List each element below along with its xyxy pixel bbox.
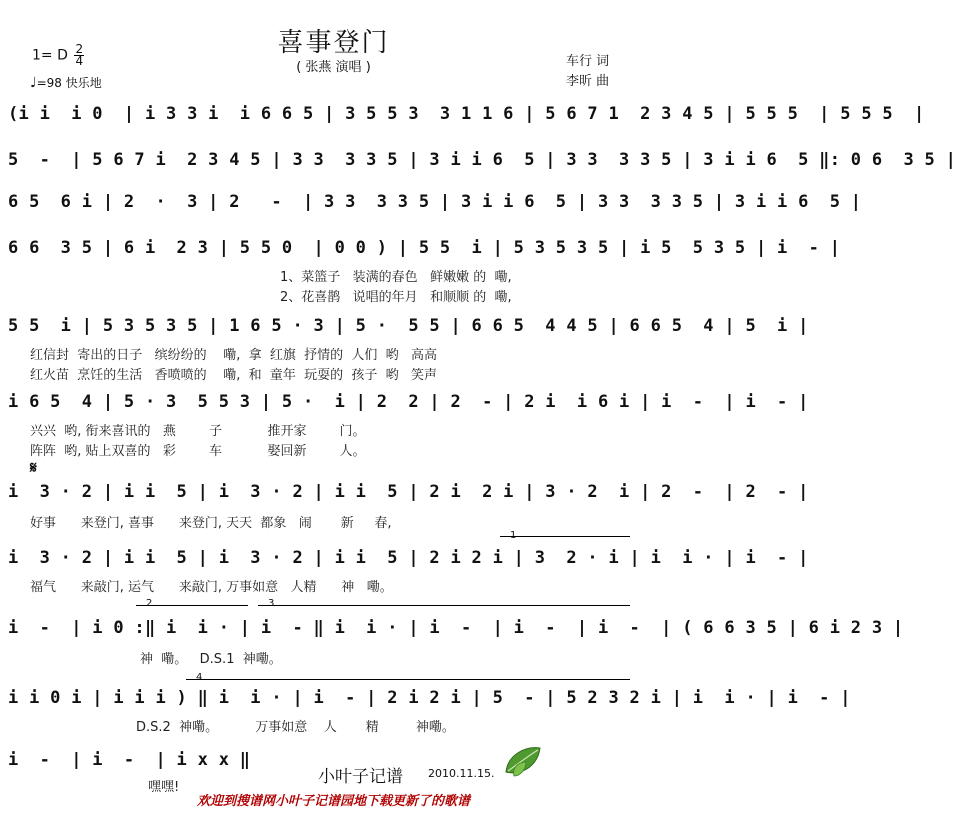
notation-line-7: i 3 · 2 | i i 5 | i 3 · 2 | i i 5 | 2 i 2 i | 3 · 2 i | 2 - | 2 - |	[8, 482, 809, 502]
lyric-ending-1: 神 嘞。 D.S.1 神嘞。	[140, 652, 282, 667]
notation-line-5: 5 5 i | 5 3 5 3 5 | 1 6 5 · 3 | 5 · 5 5 | 6 6 5 4 4 5 | 6 6 5 4 | 5 i |	[8, 316, 809, 336]
volta-4-label: 4	[196, 672, 203, 683]
key-signature	[32, 44, 84, 67]
footer-notice: 欢迎到搜谱网小叶子记谱园地下载更新了的歌谱	[196, 794, 470, 809]
segno-sign: 𝄋	[30, 458, 37, 477]
lyric-verse1-a: 1、菜篮子 装满的春色 鲜嫩嫩 的 嘞,	[280, 270, 512, 285]
volta-1-label: 1	[510, 530, 517, 541]
lyric-verse1-b: 红信封 寄出的日子 缤纷纷的 嘞, 拿 红旗 抒情的 人们 哟 高高	[30, 348, 438, 363]
volta-2-label: 2	[146, 598, 153, 609]
composer: 李昕 曲	[566, 74, 610, 89]
leaf-logo-icon	[500, 742, 544, 782]
notation-line-9: i - | i 0 :‖ i i · | i - ‖ i i · | i - | i - | i - | ( 6 6 3 5 | 6 i 2 3 |	[8, 618, 904, 638]
lyric-verse2-c: 阵阵 哟, 贴上双喜的 彩 车 娶回新 人。	[30, 444, 366, 459]
time-top: 2	[75, 42, 84, 56]
notation-line-6: i 6 5 4 | 5 · 3 5 5 3 | 5 · i | 2 2 | 2 - | 2 i i 6 i | i - | i - |	[8, 392, 809, 412]
notation-line-4: 6 6 3 5 | 6 i 2 3 | 5 5 0 | 0 0 ) | 5 5 i | 5 3 5 3 5 | i 5 5 3 5 | i - |	[8, 238, 841, 258]
lyric-verse1-c: 兴兴 哟, 衔来喜讯的 燕 子 推开家 门。	[30, 424, 366, 439]
time-signature	[74, 44, 84, 67]
notation-line-10: i i 0 i | i i i ) ‖ i i · | i - | 2 i 2 i | 5 - | 5 2 3 2 i | i i · | i - |	[8, 688, 851, 708]
volta-1-bracket	[500, 536, 630, 537]
time-bottom: 4	[75, 54, 84, 68]
lyric-verse2-b: 红火苗 烹饪的生活 香喷喷的 嘞, 和 童年 玩耍的 孩子 哟 笑声	[30, 368, 438, 383]
key-label: 1= D	[32, 47, 68, 64]
tempo-marking	[30, 74, 102, 91]
lyric-chorus-2: 福气 来敲门, 运气 来敲门, 万事如意 人精 神 嘞。	[30, 580, 393, 595]
volta-3-bracket	[258, 605, 630, 606]
notation-line-1: (i i i 0 | i 3 3 i i 6 6 5 | 3 5 5 3 3 1 1 6 | 5 6 7 1 2 3 4 5 | 5 5 5 | 5 5 5 |	[8, 104, 925, 124]
quarter-note-icon: ♩	[30, 75, 37, 91]
tempo-text: =98 快乐地	[36, 76, 102, 90]
lyric-chorus-1: 好事 来登门, 喜事 来登门, 天天 都象 闹 新 春,	[30, 516, 392, 531]
volta-4-bracket	[186, 679, 630, 680]
song-title: 喜事登门	[277, 28, 390, 58]
notation-line-11: i - | i - | i x x ‖	[8, 750, 251, 770]
notation-line-3: 6 5 6 i | 2 · 3 | 2 - | 3 3 3 3 5 | 3 i i 6 5 | 3 3 3 3 5 | 3 i i 6 5 |	[8, 192, 862, 212]
lyricist: 车行 词	[566, 54, 610, 69]
lyric-verse2-a: 2、花喜鹊 说唱的年月 和顺顺 的 嘞,	[280, 290, 512, 305]
singer-subtitle: ( 张燕 演唱 )	[296, 60, 371, 75]
notation-line-8: i 3 · 2 | i i 5 | i 3 · 2 | i i 5 | 2 i 2 i | 3 2 · i | i i · | i - |	[8, 548, 809, 568]
lyric-ending-2: D.S.2 神嘞。 万事如意 人 精 神嘞。	[136, 720, 455, 735]
transcriber-signature: 小叶子记谱	[318, 767, 403, 787]
notation-line-2: 5 - | 5 6 7 i 2 3 4 5 | 3 3 3 3 5 | 3 i i 6 5 | 3 3 3 3 5 | 3 i i 6 5 ‖: 0 6 3 5 |	[8, 150, 956, 170]
volta-2-bracket	[136, 605, 248, 606]
volta-3-label: 3	[268, 598, 275, 609]
transcription-date: 2010.11.15.	[428, 767, 495, 780]
lyric-heihei: 嘿嘿!	[148, 780, 180, 795]
